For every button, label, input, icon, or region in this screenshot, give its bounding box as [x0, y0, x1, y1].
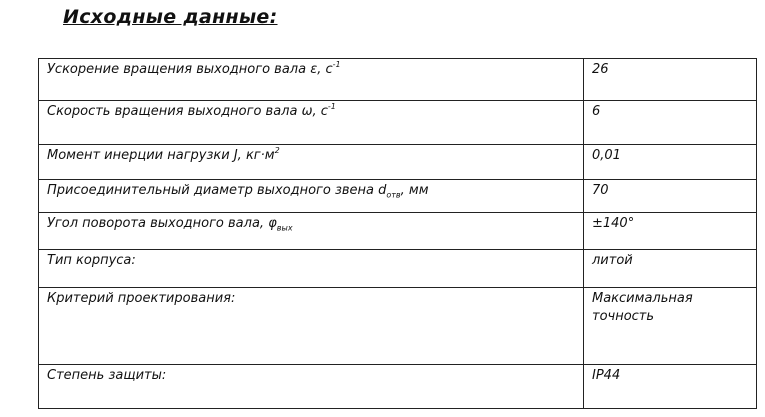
table-row [39, 145, 757, 180]
table-row [39, 288, 757, 365]
param-cell [39, 101, 584, 145]
param-value: 6 [592, 104, 601, 119]
page-title: Исходные данные: [63, 6, 278, 28]
param-cell [39, 250, 584, 288]
param-label: Скорость вращения выходного вала ω, с [47, 104, 328, 119]
table-row [39, 250, 757, 288]
param-subscript: отв [386, 190, 401, 200]
param-superscript: 2 [274, 145, 280, 155]
param-value: Максимальная точность [592, 291, 693, 324]
param-cell [39, 145, 584, 180]
value-cell [584, 59, 757, 101]
value-cell [584, 180, 757, 213]
param-unit: , мм [400, 183, 429, 198]
param-value: 70 [592, 183, 609, 198]
table-row [39, 365, 757, 409]
param-subscript: вых [276, 223, 293, 233]
value-cell [584, 288, 757, 365]
table-row [39, 101, 757, 145]
param-superscript: -1 [332, 59, 341, 69]
param-superscript: -1 [327, 101, 336, 111]
param-label: Критерий проектирования: [47, 291, 236, 306]
source-data-table [38, 58, 757, 409]
param-value: 26 [592, 62, 609, 77]
param-cell [39, 213, 584, 250]
param-label: Тип корпуса: [47, 253, 136, 268]
table-row [39, 180, 757, 213]
table-row [39, 213, 757, 250]
value-cell [584, 101, 757, 145]
table-row [39, 59, 757, 101]
param-value: 0,01 [592, 148, 621, 163]
param-value: IP44 [592, 368, 621, 383]
param-cell [39, 365, 584, 409]
param-value: литой [592, 253, 633, 268]
param-label: Присоединительный диаметр выходного звена d [47, 183, 387, 198]
param-cell [39, 180, 584, 213]
param-label: Степень защиты: [47, 368, 167, 383]
param-cell [39, 59, 584, 101]
param-label: Угол поворота выходного вала, φ [47, 216, 277, 231]
param-cell [39, 288, 584, 365]
value-cell [584, 250, 757, 288]
param-label: Ускорение вращения выходного вала ε, с [47, 62, 333, 77]
param-value: ±140° [592, 216, 635, 231]
value-cell [584, 145, 757, 180]
value-cell [584, 213, 757, 250]
value-cell [584, 365, 757, 409]
param-label: Момент инерции нагрузки J, кг·м [47, 148, 275, 163]
